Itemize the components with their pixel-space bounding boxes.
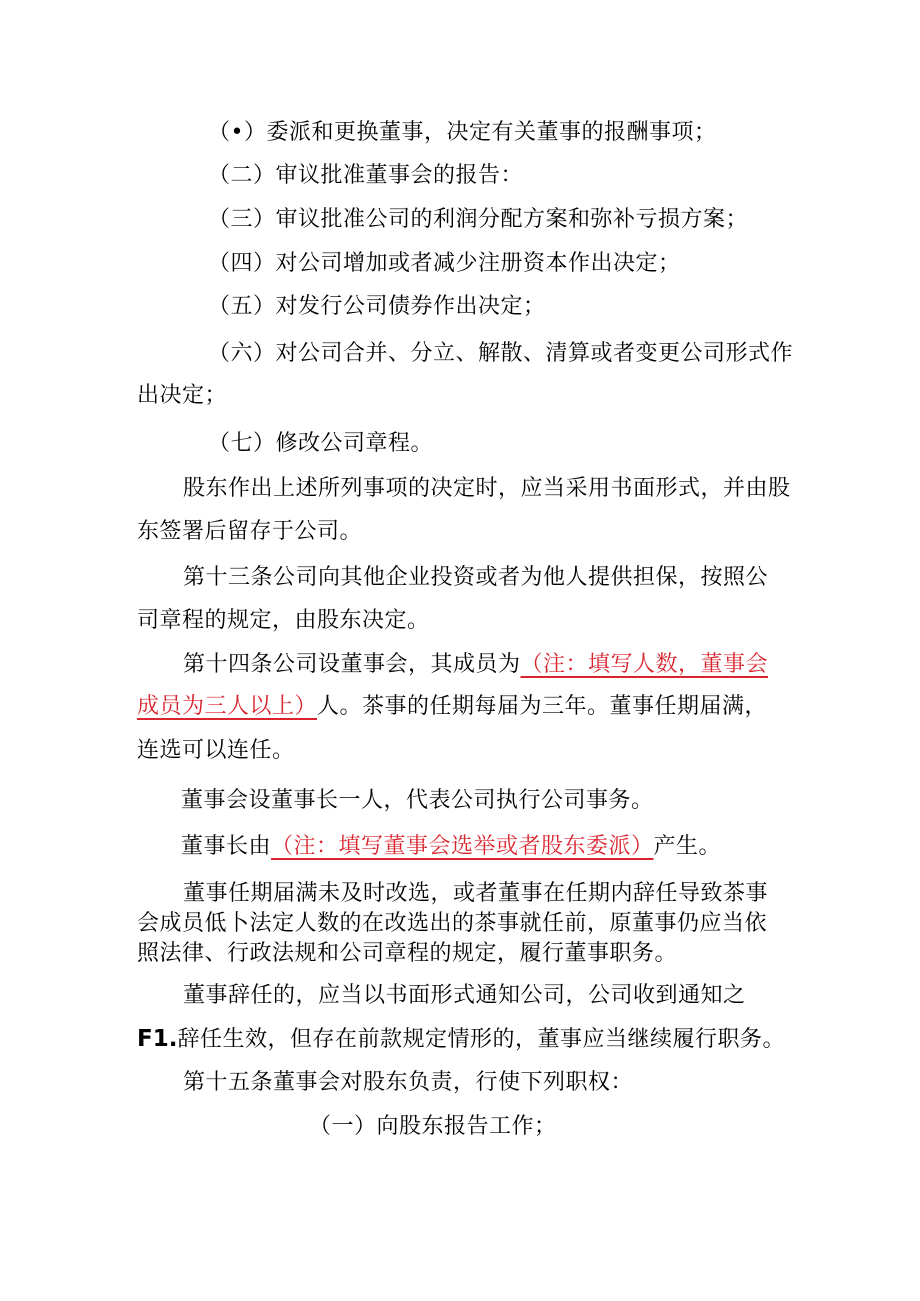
item-6-line-1: （六）对公司合并、分立、解散、清算或者变更公司形式作	[208, 341, 794, 366]
resign-paragraph-line-2	[137, 1024, 785, 1055]
decision-paragraph-line-1: 股东作出上述所列事项的决定时，应当采用书面形式，并由股	[183, 476, 791, 501]
term-paragraph-line-1: 董事任期届满未及时改选，或者董事在任期内辞任导致茶事	[183, 881, 769, 906]
article-14-note-part-1: （注：填写人数，董事会	[520, 652, 769, 677]
article-13-line-2: 司章程的规定，由股东决定。	[137, 608, 430, 633]
item-6-line-2: 出决定；	[137, 383, 228, 408]
chairman-selection-prefix: 董事长由	[181, 834, 272, 859]
article-14-text: 第十四条公司设董事会，其成员为	[183, 652, 521, 677]
item-2: （二）审议批准董事会的报告：	[208, 163, 524, 188]
item-7: （七）修改公司章程。	[208, 431, 434, 456]
item-1: （•）委派和更换董事，决定有关董事的报酬事项；	[208, 120, 717, 145]
article-13-line-1: 第十三条公司向其他企业投资或者为他人提供担保，按照公	[183, 565, 769, 590]
article-14-term-text: 人。茶事的任期每届为三年。董事任期届满，	[317, 694, 768, 719]
chairman-selection-note: （注：填写董事会选举或者股东委派）	[271, 834, 654, 859]
item-4: （四）对公司增加或者减少注册资本作出决定；	[208, 251, 681, 276]
term-paragraph-line-3: 照法律、行政法规和公司章程的规定，履行董事职务。	[137, 941, 678, 966]
chairman-selection	[181, 832, 721, 862]
term-paragraph-line-2: 会成员低卜法定人数的在改选出的茶事就任前，原董事仍应当依	[137, 911, 768, 936]
article-14-line-1	[183, 650, 768, 680]
decision-paragraph-line-2: 东签署后留存于公司。	[137, 519, 363, 544]
article-14-line-3: 连选可以连任。	[137, 738, 295, 763]
article-14-line-2	[137, 692, 767, 722]
chairman-selection-suffix: 产生。	[653, 834, 722, 859]
article-15-item-1: （一）向股东报告工作；	[309, 1114, 557, 1139]
item-5: （五）对发行公司债券作出决定；	[208, 294, 546, 319]
resign-paragraph-line-1: 董事辞任的，应当以书面形式通知公司，公司收到通知之	[183, 983, 746, 1008]
resign-paragraph-text: 辞任生效，但存在前款规定情形的，董事应当继续履行职务。	[177, 1027, 785, 1052]
chairman-paragraph: 董事会设董事长一人，代表公司执行公司事务。	[181, 788, 654, 813]
resign-paragraph-marker: F1.	[137, 1026, 178, 1052]
item-3: （三）审议批准公司的利润分配方案和弥补亏损方案；	[208, 207, 749, 232]
article-14-note-part-2: 成员为三人以上）	[137, 694, 318, 719]
article-15: 第十五条董事会对股东负责，行使下列职权：	[183, 1070, 634, 1095]
